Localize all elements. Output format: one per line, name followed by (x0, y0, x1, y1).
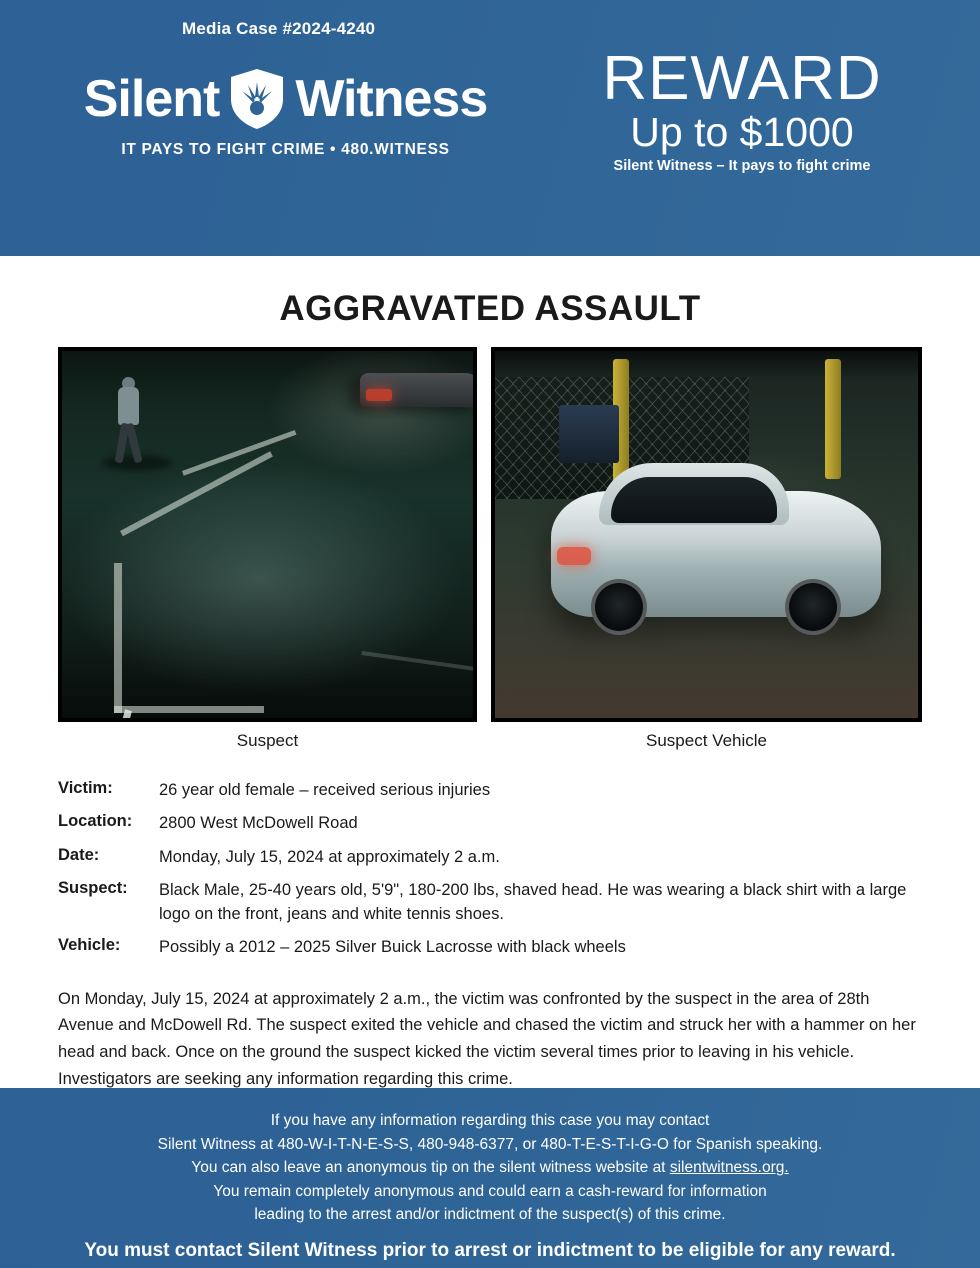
vehicle-photo-caption: Suspect Vehicle (646, 731, 767, 750)
detail-label: Location: (58, 812, 133, 831)
footer-line-2: Silent Witness at 480-W-I-T-N-E-S-S, 480-948-6377, or 480-T-E-S-T-I-G-O for Spanish speaking. (157, 1135, 823, 1153)
footer-line-5: leading to the arrest and/or indictment of the suspect(s) of this crime. (254, 1206, 726, 1224)
detail-label: Suspect: (58, 879, 128, 898)
shield-icon (229, 68, 285, 130)
logo-tagline: IT PAYS TO FIGHT CRIME • 480.WITNESS (121, 141, 450, 158)
detail-value: Black Male, 25-40 years old, 5'9", 180-200 lbs, shaved head. He was wearing a black shirt with a large logo on the front, jeans and white tennis shoes. (159, 881, 907, 923)
suspect-photo-container (58, 347, 477, 751)
logo-word-silent: Silent (83, 70, 220, 128)
detail-value: Monday, July 15, 2024 at approximately 2 a.m. (159, 847, 500, 866)
detail-value: 26 year old female – received serious injuries (159, 781, 491, 799)
footer-line-1: If you have any information regarding this case you may contact (270, 1112, 710, 1129)
detail-row-location (58, 812, 922, 835)
reward-subtitle: Silent Witness – It pays to fight crime (613, 157, 871, 174)
detail-row-victim (58, 779, 922, 802)
detail-value: 2800 West McDowell Road (159, 814, 358, 833)
case-details (58, 779, 922, 960)
logo-word-witness: Witness (295, 70, 488, 128)
reward-title: REWARD (602, 44, 882, 113)
footer-eligibility-notice: You must contact Silent Witness prior to arrest or indictment to be eligible for any reward. (84, 1239, 896, 1261)
detail-row-vehicle (58, 936, 922, 959)
footer-line-3-text: You can also leave an anonymous tip on the silent witness website at (191, 1159, 670, 1177)
detail-label: Date: (58, 845, 100, 864)
detail-label: Victim: (58, 779, 113, 797)
suspect-photo-caption: Suspect (236, 731, 299, 750)
vehicle-photo-container (491, 347, 922, 751)
reward-amount: Up to $1000 (630, 108, 854, 155)
media-case-number: Media Case #2024-4240 (182, 19, 376, 38)
detail-label: Vehicle: (58, 936, 121, 955)
footer-line-3 (0, 1156, 980, 1180)
poster-header (0, 0, 980, 256)
suspect-photo (58, 347, 477, 722)
poster-body (0, 289, 980, 1092)
reward-block (552, 44, 932, 174)
poster-footer (0, 1088, 980, 1268)
detail-row-suspect (58, 879, 922, 926)
suspect-vehicle-photo (491, 347, 922, 722)
silent-witness-logo (58, 68, 513, 159)
detail-value: Possibly a 2012 – 2025 Silver Buick Lacrosse with black wheels (159, 938, 626, 957)
case-narrative: On Monday, July 15, 2024 at approximately 2 a.m., the victim was confronted by the suspect in the area of 28th Avenue and McDowell Rd. The suspect exited the vehicle and chased the victim and struck her with a hammer on her head and back. Once on the ground the suspect kicked the victim several times prior to leaving in his vehicle. Investigators are seeking any information regarding this crime. (58, 989, 916, 1088)
photo-gallery (58, 347, 922, 751)
detail-row-date (58, 846, 922, 869)
page-title: AGGRAVATED ASSAULT (279, 289, 701, 328)
silentwitness-website-link[interactable]: silentwitness.org. (669, 1159, 789, 1177)
footer-line-4: You remain completely anonymous and could earn a cash-reward for information (213, 1182, 767, 1200)
